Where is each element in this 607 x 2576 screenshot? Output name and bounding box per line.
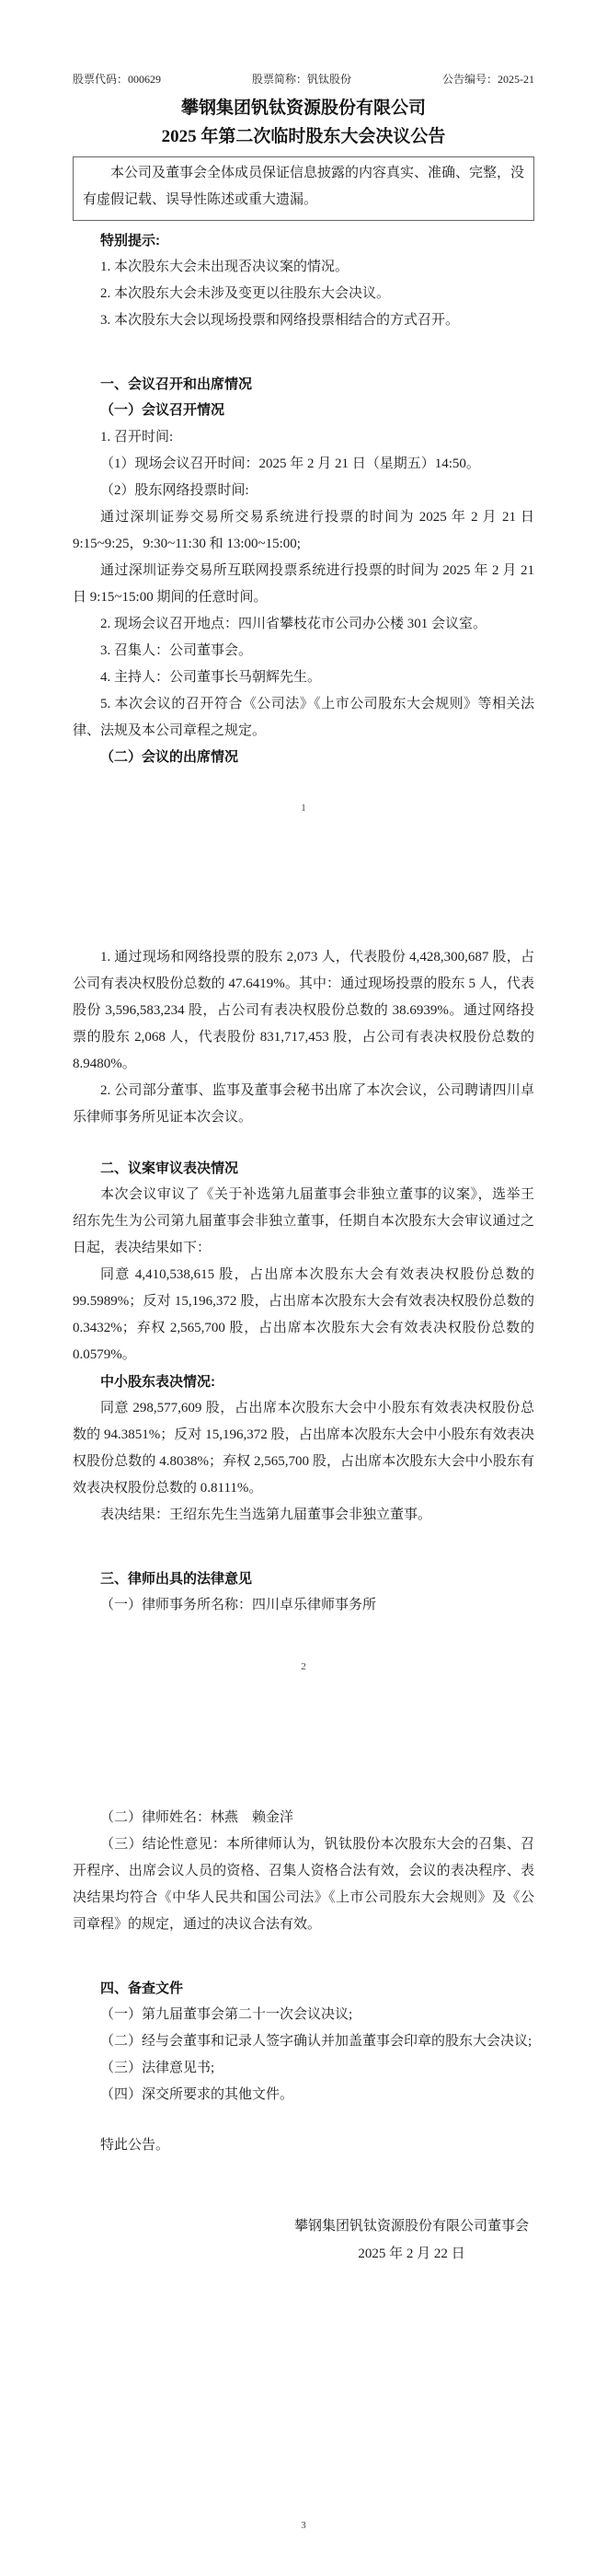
- onsite-time-item: （1）现场会议召开时间：2025 年 2 月 21 日（星期五）14:50。: [100, 456, 480, 471]
- signature-board: 攀钢集团钒钛资源股份有限公司董事会: [293, 2219, 529, 2234]
- disclaimer-box: [73, 156, 534, 221]
- page-1: [0, 0, 607, 859]
- lawyer-names-para: （二）律师姓名：林燕 赖金洋: [100, 1810, 294, 1825]
- legal-opinion-para: （三）结论性意见：本所律师认为，钒钛股份本次股东大会的召集、召开程序、出席会议人员的资格、召集人资格合法有效，会议的表决程序、表决结果均符合《中华人民共和国公司法》《上市公司股东大会规则》及《公司章程》的规定，通过的决议合法有效。: [73, 1837, 534, 1932]
- online-time-item: （2）股东网络投票时间:: [100, 483, 249, 498]
- minor-vote-para: 同意 298,577,609 股，占出席本次股东大会中小股东有效表决权股份总数的 94.3851%；反对 15,196,372 股，占出席本次股东大会中小股东有效表决权股份总数的 4.8038%；弃权 2,565,700 股，占出席本次股东大会中小股东有效表决权股份总数的 0.8111%。: [73, 1401, 534, 1496]
- closing-note: 特此公告。: [100, 2138, 170, 2153]
- special-notice-heading: 特别提示:: [100, 233, 160, 248]
- convene-time-item: 1. 召开时间:: [100, 430, 174, 445]
- trade-system-time-para: 通过深圳证券交易所交易系统进行投票的时间为 2025 年 2 月 21 日 9:15~9:25，9:30~11:30 和 13:00~15:00;: [73, 510, 534, 551]
- venue-item: 2. 现场会议召开地点：四川省攀枝花市公司办公楼 301 会议室。: [100, 617, 487, 631]
- section-2-heading: 二、议案审议表决情况: [100, 1161, 239, 1176]
- reference-doc-4: （四）深交所要求的其他文件。: [100, 2087, 294, 2102]
- attendance-witness-para: 2. 公司部分董事、监事及董事会秘书出席了本次会议，公司聘请四川卓乐律师事务所见证本次会议。: [73, 1083, 534, 1125]
- compliance-item: 5. 本次会议的召开符合《公司法》《上市公司股东大会规则》等相关法律、法规及本公司章程之规定。: [73, 697, 534, 738]
- minor-shareholder-heading: 中小股东表决情况:: [100, 1374, 215, 1390]
- page-number-1: 1: [301, 803, 306, 814]
- overall-vote-para: 同意 4,410,538,615 股，占出席本次股东大会有效表决权股份总数的 99.5989%；反对 15,196,372 股，占出席本次股东大会有效表决权股份总数的 0.3432%；弃权 2,565,700 股，占出席本次股东大会有效表决权股份总数的 0.0579%。: [73, 1267, 534, 1362]
- section-1-heading: 一、会议召开和出席情况: [100, 376, 253, 392]
- section-3-heading: 三、律师出具的法律意见: [100, 1571, 253, 1587]
- page-number-3: 3: [301, 2520, 306, 2531]
- company-title: 攀钢集团钒钛资源股份有限公司: [180, 98, 426, 118]
- proposal-intro-para: 本次会议审议了《关于补选第九届董事会非独立董事的议案》，选举王绍东先生为公司第九届董事会非独立董事，任期自本次股东大会审议通过之日起，表决结果如下：: [73, 1187, 534, 1255]
- stock-code: 股票代码：000629: [73, 73, 162, 86]
- announcement-number: 公告编号：2025-21: [442, 73, 534, 86]
- reference-doc-1: （一）第九届董事会第二十一次会议决议;: [100, 2007, 353, 2022]
- page-number-2: 2: [301, 1661, 306, 1672]
- meeting-title: 2025 年第二次临时股东大会决议公告: [161, 127, 446, 146]
- internet-system-time-para: 通过深圳证券交易所互联网投票系统进行投票的时间为 2025 年 2 月 21 日 9:15~15:00 期间的任意时间。: [73, 563, 534, 605]
- disclaimer-text: 本公司及董事会全体成员保证信息披露的内容真实、准确、完整，没有虚假记载、误导性陈述或重大遗漏。: [83, 166, 525, 207]
- special-notice-item-3: 3. 本次股东大会以现场投票和网络投票相结合的方式召开。: [100, 313, 460, 328]
- chairman-item: 4. 主持人：公司董事长马朝辉先生。: [100, 670, 322, 685]
- signature-date: 2025 年 2 月 22 日: [358, 2247, 465, 2261]
- convener-item: 3. 召集人：公司董事会。: [100, 643, 253, 658]
- page-3: [0, 1717, 607, 2576]
- section-1-2-heading: （二）会议的出席情况: [100, 750, 239, 765]
- stock-meta-row: [73, 72, 534, 87]
- section-1-1-heading: （一）会议召开情况: [100, 403, 225, 418]
- reference-doc-3: （三）法律意见书;: [100, 2061, 215, 2075]
- vote-result-para: 表决结果：王绍东先生当选第九届董事会非独立董事。: [100, 1507, 432, 1522]
- special-notice-item-1: 1. 本次股东大会未出现否决议案的情况。: [100, 260, 349, 274]
- signature-block: [294, 2212, 529, 2268]
- attendance-stats-para: 1. 通过现场和网络投票的股东 2,073 人，代表股份 4,428,300,687 股，占公司有表决权股份总数的 47.6419%。其中：通过现场投票的股东 5 人，代表股份 3,596,583,234 股，占公司有表决权股份总数的 38.6939%。通过网络投票的股东 2,068 人，代表股份 831,717,453 股，占公司有表决权股份总数的 8.9480%。: [73, 950, 534, 1071]
- stock-abbr: 股票简称：钒钛股份: [252, 73, 352, 86]
- page-2: [0, 859, 607, 1717]
- special-notice-item-2: 2. 本次股东大会未涉及变更以往股东大会决议。: [100, 286, 391, 301]
- law-firm-para: （一）律师事务所名称：四川卓乐律师事务所: [100, 1598, 377, 1612]
- section-4-heading: 四、备查文件: [100, 1981, 184, 1996]
- reference-doc-2: （二）经与会董事和记录人签字确认并加盖董事会印章的股东大会决议;: [100, 2034, 533, 2049]
